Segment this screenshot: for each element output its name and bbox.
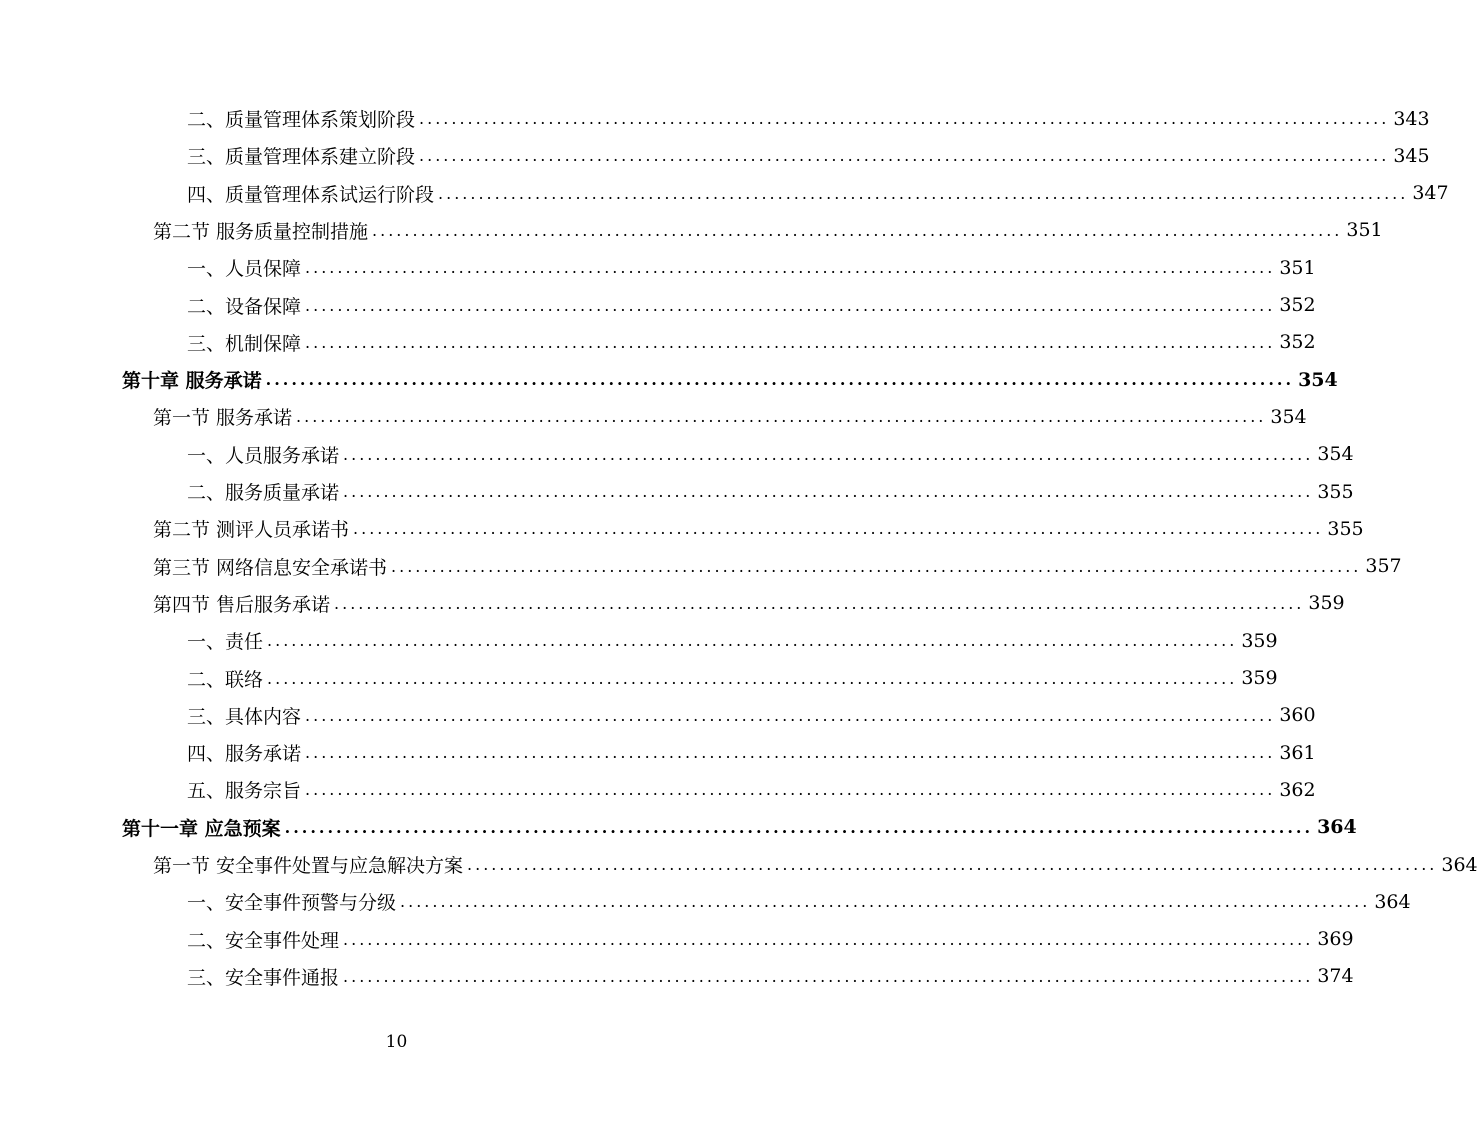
toc-entry-title: 二、质量管理体系策划阶段 xyxy=(187,109,416,131)
toc-entry-page: 354 xyxy=(1298,368,1338,391)
dot-leader: ........................................................................................................................ xyxy=(400,892,1371,912)
toc-entry-item[interactable] xyxy=(187,324,1316,361)
toc-entry-page: 351 xyxy=(1346,219,1383,242)
dot-leader: ........................................................................................................................ xyxy=(419,109,1390,128)
toc-entry-section[interactable] xyxy=(153,212,1383,249)
toc-entry-page: 361 xyxy=(1279,741,1316,764)
toc-entry-title: 二、联络 xyxy=(187,668,264,691)
toc-entry-title: 一、责任 xyxy=(187,631,264,654)
toc-entry-page: 352 xyxy=(1279,294,1316,316)
toc-entry-item[interactable] xyxy=(187,473,1354,510)
toc-entry-item[interactable] xyxy=(187,100,1430,137)
toc-entry-page: 352 xyxy=(1279,331,1316,354)
dot-leader: ........................................................................................................................ xyxy=(305,332,1276,352)
dot-leader: ........................................................................................................................ xyxy=(267,668,1238,688)
dot-leader: ........................................................................................................................ xyxy=(353,519,1324,539)
toc-entry-item[interactable] xyxy=(187,771,1316,808)
toc-entry-section[interactable] xyxy=(153,585,1345,622)
toc-entry-item[interactable] xyxy=(187,734,1316,771)
page-number: 10 xyxy=(385,1032,408,1052)
toc-entry-title: 第一节 服务承诺 xyxy=(153,407,293,430)
toc-entry-title: 第二节 服务质量控制措施 xyxy=(153,220,369,243)
toc-entry-title: 五、服务宗旨 xyxy=(187,780,302,803)
toc-entry-item[interactable] xyxy=(187,622,1278,659)
toc-entry-title: 四、质量管理体系试运行阶段 xyxy=(187,183,435,206)
toc-entry-section[interactable] xyxy=(153,846,1478,883)
toc-entry-title: 四、服务承诺 xyxy=(187,743,302,766)
toc-entry-title: 二、设备保障 xyxy=(187,295,302,318)
toc-entry-item[interactable] xyxy=(187,958,1354,995)
toc-entry-section[interactable] xyxy=(153,398,1307,435)
toc-entry-page: 357 xyxy=(1365,555,1402,578)
dot-leader: ........................................................................................................................ xyxy=(305,258,1276,278)
toc-entry-page: 355 xyxy=(1327,517,1364,540)
toc-entry-page: 351 xyxy=(1279,256,1316,279)
dot-leader: ........................................................................................................................ xyxy=(267,631,1238,651)
toc-entry-item[interactable] xyxy=(187,137,1430,174)
toc-entry-item[interactable] xyxy=(187,921,1354,958)
dot-leader: ........................................................................................................................ xyxy=(343,482,1314,501)
dot-leader: ........................................................................................................................ xyxy=(334,593,1305,613)
toc-entry-title: 第二节 测评人员承诺书 xyxy=(153,519,350,542)
toc-entry-title: 二、服务质量承诺 xyxy=(187,482,340,504)
dot-leader: ........................................................................................................................ xyxy=(284,817,1314,837)
toc-entry-title: 一、安全事件预警与分级 xyxy=(187,892,397,915)
toc-entry-title: 第四节 售后服务承诺 xyxy=(153,593,331,616)
toc-entry-title: 第十章 服务承诺 xyxy=(122,370,262,393)
toc-entry-page: 345 xyxy=(1393,144,1430,167)
toc-entry-section[interactable] xyxy=(153,510,1364,547)
toc-entry-page: 369 xyxy=(1317,928,1354,951)
toc-entry-page: 374 xyxy=(1317,965,1354,988)
dot-leader: ........................................................................................................................ xyxy=(305,780,1276,800)
dot-leader: ........................................................................................................................ xyxy=(438,183,1409,203)
dot-leader: ........................................................................................................................ xyxy=(343,966,1314,986)
toc-entry-section[interactable] xyxy=(153,548,1402,585)
toc-entry-item[interactable] xyxy=(187,883,1411,920)
toc-entry-item[interactable] xyxy=(187,175,1449,212)
toc-entry-title: 第一节 安全事件处置与应急解决方案 xyxy=(153,855,464,877)
toc-entry-title: 一、人员服务承诺 xyxy=(187,444,340,467)
toc-entry-page: 359 xyxy=(1308,592,1345,615)
dot-leader: ........................................................................................................................ xyxy=(343,929,1314,949)
toc-entry-chapter[interactable] xyxy=(122,809,1357,846)
dot-leader: ........................................................................................................................ xyxy=(296,407,1267,427)
dot-leader: ........................................................................................................................ xyxy=(305,705,1276,725)
dot-leader: ........................................................................................................................ xyxy=(372,220,1343,240)
toc-entry-page: 354 xyxy=(1270,405,1307,428)
toc-entry-page: 364 xyxy=(1441,853,1478,876)
dot-leader: ........................................................................................................................ xyxy=(467,855,1438,874)
dot-leader: ........................................................................................................................ xyxy=(419,146,1390,166)
toc-entry-page: 354 xyxy=(1317,443,1354,466)
toc-entry-title: 二、安全事件处理 xyxy=(187,929,340,952)
toc-entry-page: 355 xyxy=(1317,480,1354,503)
toc-entry-title: 第三节 网络信息安全承诺书 xyxy=(153,556,388,579)
toc-entry-page: 347 xyxy=(1412,182,1449,205)
toc-entry-item[interactable] xyxy=(187,697,1316,734)
toc-entry-page: 359 xyxy=(1241,629,1278,652)
toc-entry-chapter[interactable] xyxy=(122,361,1338,398)
toc-entry-page: 364 xyxy=(1317,816,1357,839)
toc-entry-page: 343 xyxy=(1393,107,1430,130)
toc-entry-item[interactable] xyxy=(187,287,1316,324)
toc-entry-item[interactable] xyxy=(187,249,1316,286)
toc-entry-title: 三、具体内容 xyxy=(187,705,302,728)
toc-entry-title: 一、人员保障 xyxy=(187,258,302,281)
dot-leader: ........................................................................................................................ xyxy=(343,444,1314,464)
toc-entry-item[interactable] xyxy=(187,436,1354,473)
dot-leader: ........................................................................................................................ xyxy=(305,743,1276,763)
toc-entry-title: 三、安全事件通报 xyxy=(187,966,340,989)
toc-entry-page: 364 xyxy=(1374,890,1411,913)
dot-leader: ........................................................................................................................ xyxy=(391,556,1362,576)
dot-leader: ........................................................................................................................ xyxy=(265,370,1295,390)
toc-entry-item[interactable] xyxy=(187,660,1278,697)
toc-entry-page: 359 xyxy=(1241,667,1278,689)
toc-entry-title: 第十一章 应急预案 xyxy=(122,817,281,840)
toc-entry-page: 362 xyxy=(1279,778,1316,801)
toc-entry-page: 360 xyxy=(1279,704,1316,727)
toc-entry-title: 三、质量管理体系建立阶段 xyxy=(187,146,416,169)
toc-entry-title: 三、机制保障 xyxy=(187,332,302,355)
dot-leader: ........................................................................................................................ xyxy=(305,295,1276,315)
